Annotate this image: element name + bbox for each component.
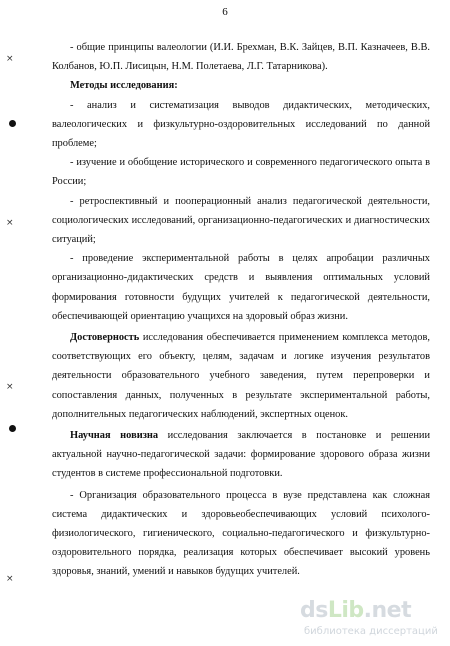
margin-mark: ×: [6, 54, 14, 64]
novelty-text: исследования заключается в постановке и решении актуальной научно-педагогической задачи: формирование здорового образа жизни студентов в системе профессиональной подготовки.: [52, 430, 431, 480]
margin-mark: ×: [6, 574, 14, 584]
document-body: [52, 38, 430, 582]
dslib-logo: dsLib.net: [300, 598, 412, 623]
reliability-paragraph: [52, 328, 430, 424]
novelty-label: Научная новизна: [70, 430, 159, 442]
organization-paragraph: - Организация образовательного процесса в вузе представлена как сложная система дидактических и здоровьеобеспечивающих условий психолого-физиологического, гигиенического, социально-педагогического и физкультурно-оздоровительного порядка, реализация которых обеспечивает высокий уровень здоровья, знаний, умений и навыков будущих учителей.: [52, 489, 430, 578]
punch-hole-icon: [9, 425, 16, 432]
method-item: - проведение экспериментальной работы в целях апробации различных организационно-дидактических средств и выявления оптимальных условий формирования готовности будущих учителей к педагогической деятельности, обеспечивающей ориентацию учащихся на здоровый образ жизни.: [52, 253, 430, 322]
reliability-text: исследования обеспечивается применением комплекса методов, соответствующих его объекту, целям, задачам и логике изучения результатов деятельности образовательного учебного заведения, путем перепроверки и сопоставления данных, полученных в результате экспериментальной работы, дополнительных педагогических наблюдений, экспертных оценок.: [52, 332, 430, 420]
margin-mark: ×: [6, 218, 14, 228]
novelty-paragraph: [52, 426, 430, 484]
dslib-tagline: библиотека диссертаций: [304, 626, 438, 637]
methods-heading: Методы исследования:: [70, 80, 178, 92]
method-item: - ретроспективный и пооперационный анализ педагогической деятельности, социологических исследований, организационно-педагогических и диагностических ситуаций;: [52, 195, 430, 246]
page-number: 6: [222, 6, 228, 18]
principles-paragraph: - общие принципы валеологии (И.И. Брехман, В.К. Зайцев, В.П. Казначеев, В.В. Колбанов, Ю.П. Лисицын, Н.М. Полетаева, Л.Г. Татарникова).: [52, 42, 430, 73]
reliability-label: Достоверность: [70, 332, 140, 344]
punch-hole-icon: [9, 120, 16, 127]
margin-mark: ×: [6, 382, 14, 392]
method-item: - анализ и систематизация выводов дидактических, методических, валеологических и физкультурно-оздоровительных исследований по данной проблеме;: [52, 99, 430, 150]
dslib-watermark: [300, 598, 445, 642]
method-item: - изучение и обобщение исторического и современного педагогического опыта в России;: [52, 157, 430, 188]
